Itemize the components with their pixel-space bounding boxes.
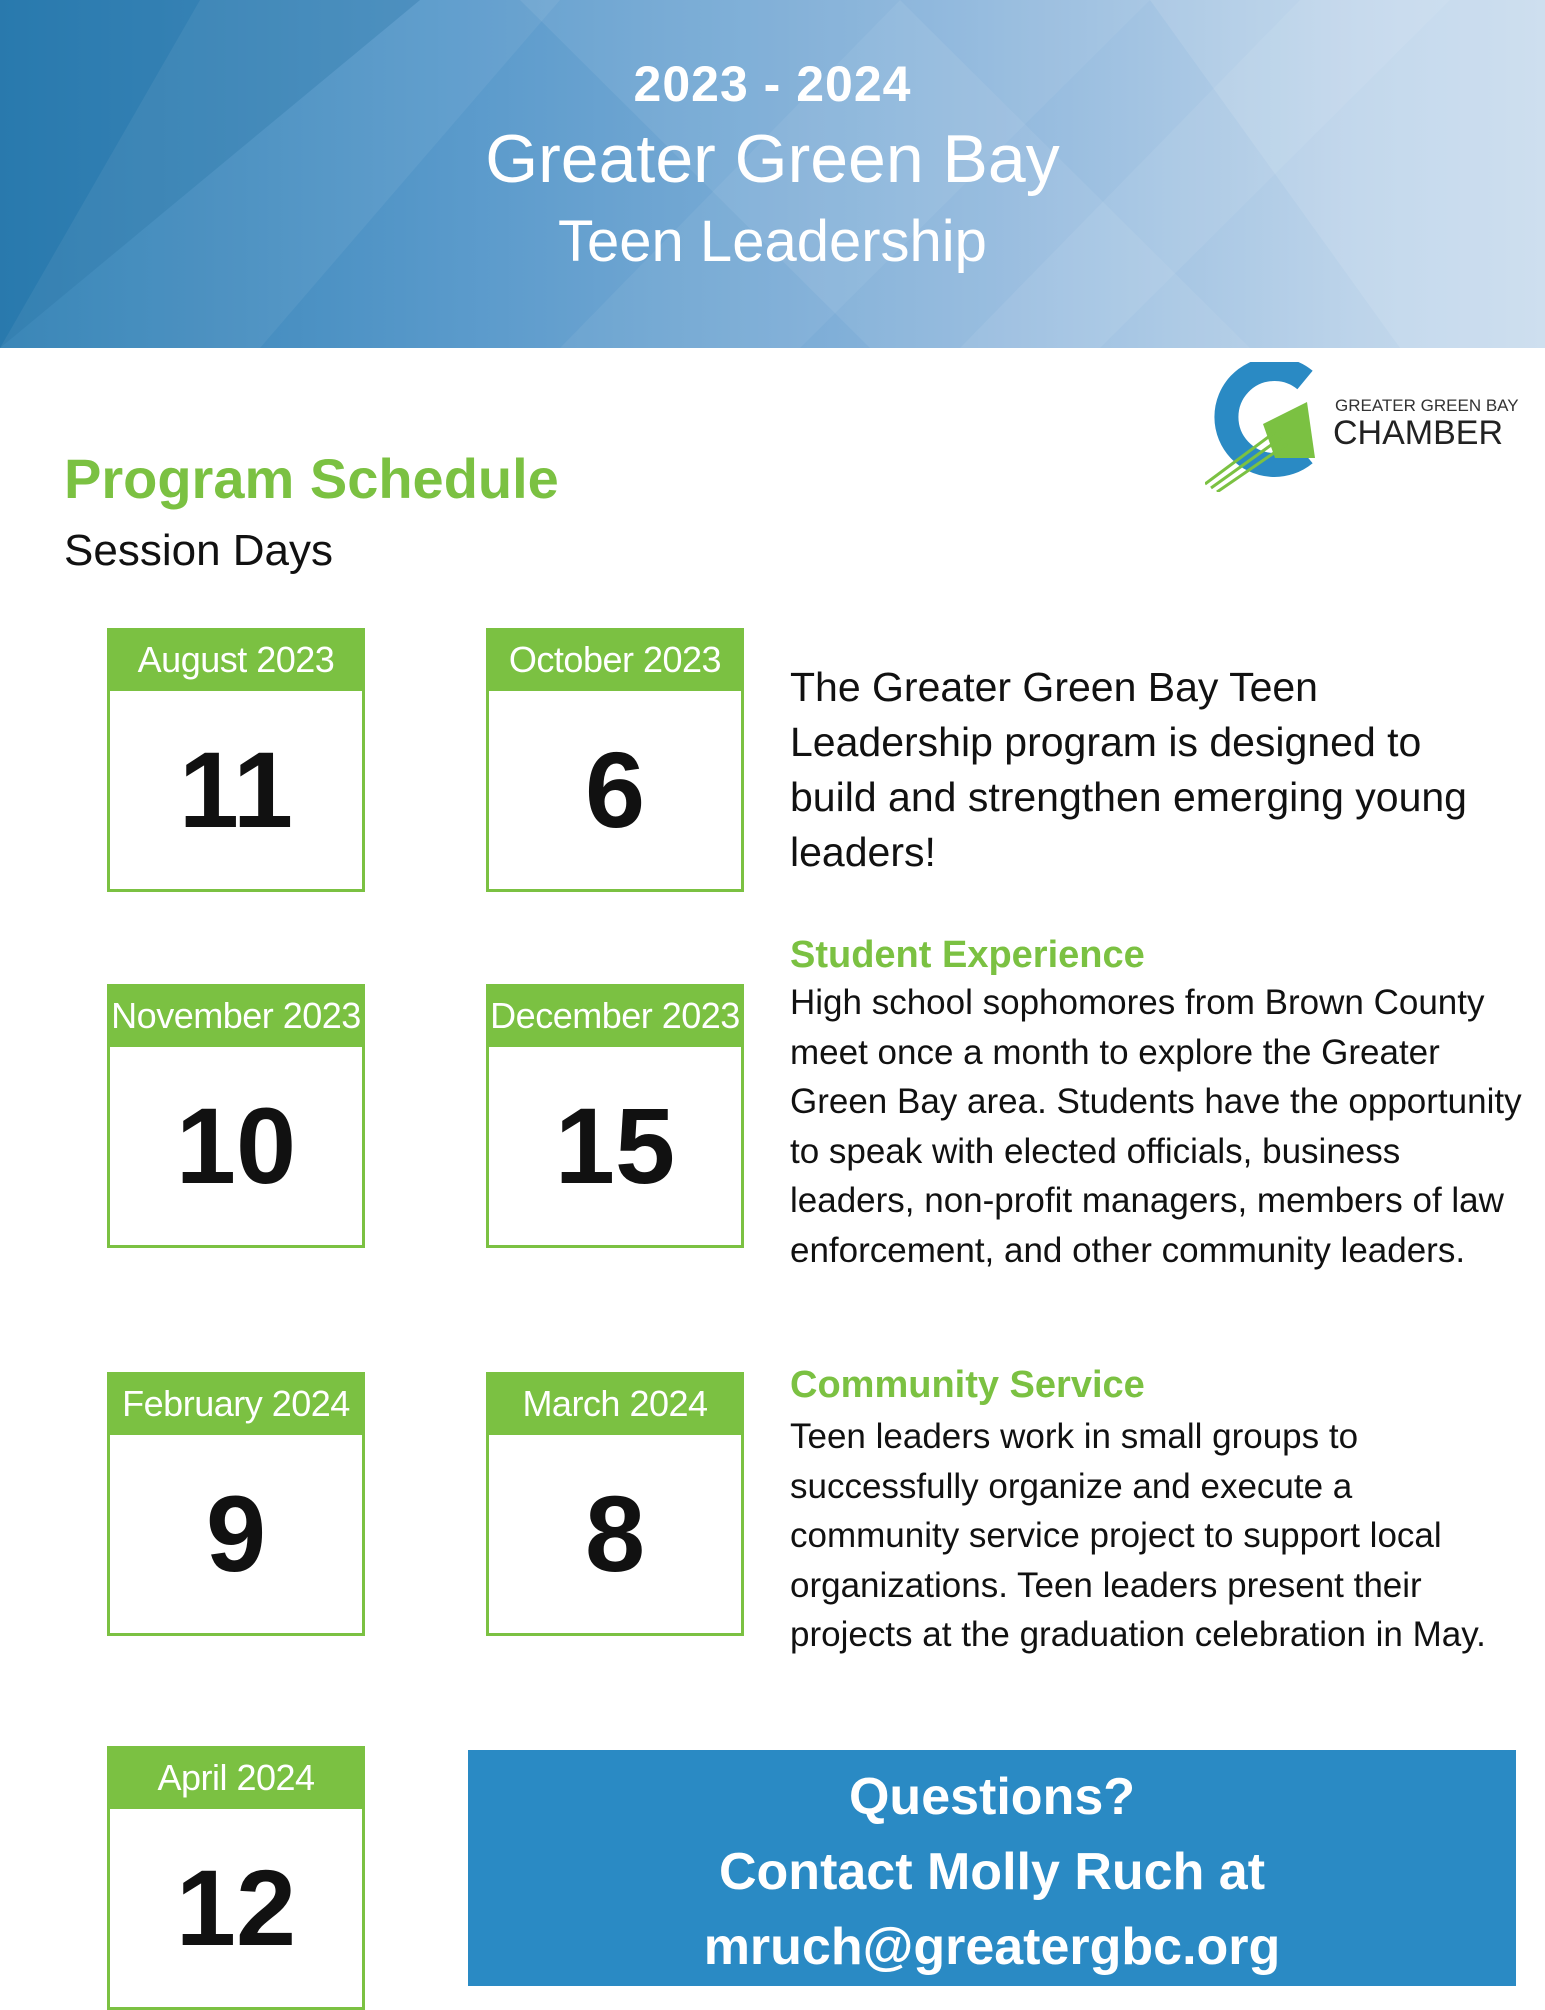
contact-box (468, 1750, 1516, 1986)
calendar-day: 12 (175, 1847, 297, 1968)
chamber-logo-icon (1205, 362, 1325, 492)
calendar-december (486, 984, 744, 1248)
calendar-day: 15 (554, 1085, 676, 1206)
calendar-august (107, 628, 365, 892)
calendar-month: August 2023 (110, 631, 362, 691)
calendar-day: 11 (178, 729, 294, 850)
chamber-logo (1205, 362, 1525, 492)
calendar-day: 6 (584, 729, 646, 850)
calendar-month: March 2024 (489, 1375, 741, 1435)
program-intro: The Greater Green Bay Teen Leadership program is designed to build and strengthen emerging young leaders! (790, 664, 1467, 875)
calendar-month: December 2023 (489, 987, 741, 1047)
logo-line-1: GREATER GREEN BAY (1335, 396, 1519, 415)
calendar-march (486, 1372, 744, 1636)
calendar-month: February 2024 (110, 1375, 362, 1435)
calendar-month: November 2023 (110, 987, 362, 1047)
contact-line-2: Contact Molly Ruch at (718, 1843, 1266, 1901)
calendar-october (486, 628, 744, 892)
contact-line-1: Questions? (848, 1768, 1136, 1826)
contact-email[interactable]: mruch@greatergbc.org (703, 1918, 1281, 1976)
header-subtitle: Teen Leadership (558, 209, 987, 274)
section-title-community-service: Community Service (790, 1364, 1145, 1406)
section-body-community-service: Teen leaders work in small groups to successfully organize and execute a community service project to support local organizations. Teen leaders present their projects at the graduation celebration in May. (790, 1417, 1486, 1654)
calendar-november (107, 984, 365, 1248)
header-year: 2023 - 2024 (633, 56, 912, 112)
header-title: Greater Green Bay (485, 121, 1060, 197)
section-body-student-experience: High school sophomores from Brown County meet once a month to explore the Greater Green Bay area. Students have the opportunity to speak with elected officials, business leaders, non-profit managers, members of law enforcement, and other community leaders. (790, 983, 1522, 1270)
calendar-month: October 2023 (489, 631, 741, 691)
header-banner (0, 0, 1545, 348)
calendar-day: 9 (205, 1473, 267, 1594)
calendar-april (107, 1746, 365, 2010)
calendar-february (107, 1372, 365, 1636)
logo-line-2: CHAMBER (1333, 414, 1504, 452)
section-title-student-experience: Student Experience (790, 934, 1145, 976)
calendar-day: 8 (584, 1473, 646, 1594)
page-title: Program Schedule (64, 447, 559, 510)
page-subtitle: Session Days (64, 526, 334, 575)
calendar-day: 10 (175, 1085, 297, 1206)
calendar-month: April 2024 (110, 1749, 362, 1809)
